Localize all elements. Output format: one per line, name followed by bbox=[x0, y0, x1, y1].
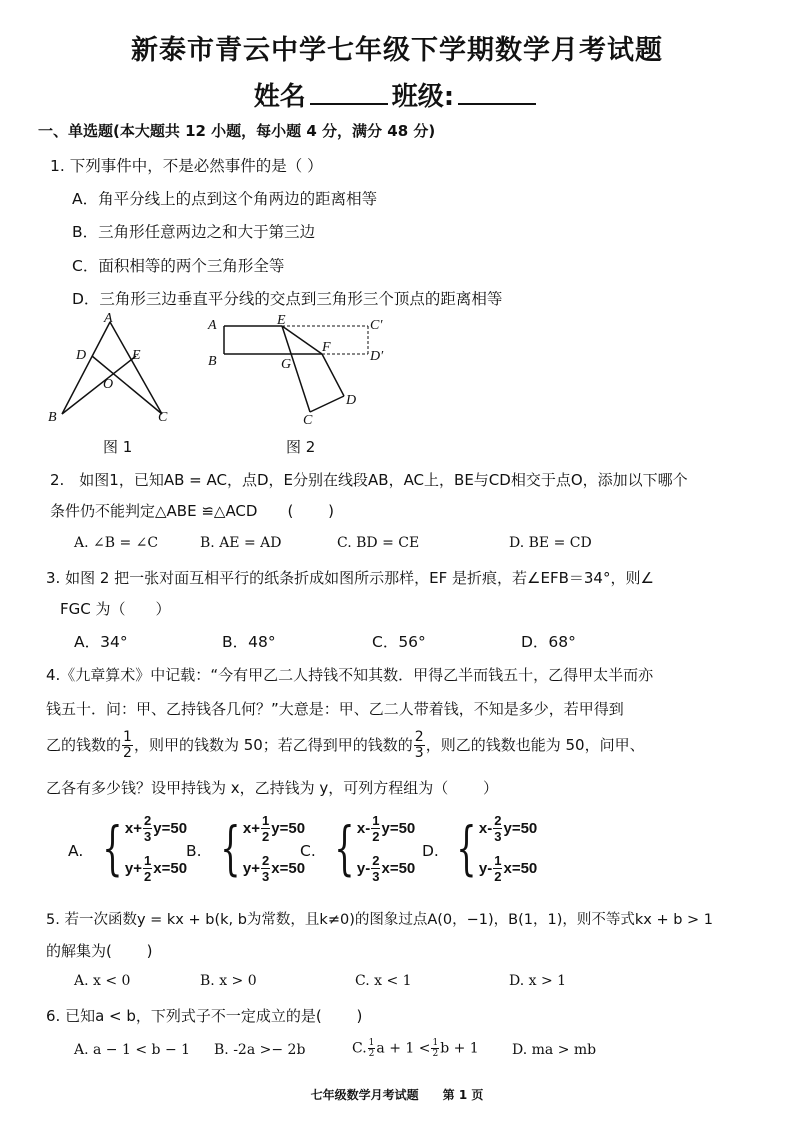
fig1-label-o: O bbox=[103, 377, 114, 392]
q2-option-d: D. BE = CD bbox=[509, 535, 592, 551]
equation-row: x+ $\frac{1}{2}$ y=50 bbox=[242, 812, 306, 844]
fig1-side-ac bbox=[110, 322, 162, 414]
q4-system-d bbox=[448, 808, 537, 888]
name-label: 姓名 bbox=[253, 82, 306, 112]
fig2-label-a: A bbox=[208, 318, 217, 333]
class-label: 班级: bbox=[391, 82, 455, 112]
q6-option-d: D. ma > mb bbox=[512, 1042, 597, 1058]
q6-fraction-2: $\frac{1}{2}$ bbox=[432, 1038, 439, 1059]
fig1-seg-be bbox=[62, 356, 136, 414]
fig1-side-ab bbox=[62, 322, 110, 414]
equation-fraction: $\frac{2}{3}$ bbox=[372, 852, 380, 884]
fig1-label-d: D bbox=[76, 348, 87, 363]
q2-option-c: C. BD = CE bbox=[337, 535, 420, 551]
q4-system-c bbox=[326, 808, 415, 888]
equation-fraction: $\frac{1}{2}$ bbox=[372, 812, 380, 844]
fig2-label-f: F bbox=[322, 340, 331, 355]
q5-option-a: A. x < 0 bbox=[74, 973, 131, 989]
equation-row: x+ $\frac{2}{3}$ y=50 bbox=[124, 812, 188, 844]
equation-fraction: $\frac{1}{2}$ bbox=[144, 852, 152, 884]
fig2-label-c2: C′ bbox=[370, 318, 383, 333]
page-footer: 七年级数学月考试题 第 1 页 bbox=[310, 1088, 484, 1102]
fig2-label-e: E bbox=[277, 313, 286, 328]
name-class-line bbox=[0, 76, 794, 113]
fig2-caption: 图 2 bbox=[286, 438, 316, 456]
q3-option-b: B．48° bbox=[222, 633, 276, 651]
q6-stem: 6. 已知a < b，下列式子不一定成立的是( ) bbox=[46, 1007, 363, 1025]
fig2-folded-end bbox=[310, 396, 344, 412]
q1-stem: 1. 下列事件中，不是必然事件的是（ ） bbox=[50, 157, 323, 175]
q2-option-a: A. ∠B = ∠C bbox=[74, 535, 159, 551]
q4-line3-part-c: ，则乙的钱数也能为 50，问甲、 bbox=[425, 736, 645, 754]
name-blank[interactable] bbox=[310, 81, 388, 105]
system-brace: { bbox=[334, 814, 355, 882]
q2-line2: 条件仍不能判定△ABE ≌△ACD ( ) bbox=[50, 502, 334, 520]
q2-option-b: B. AE = AD bbox=[200, 535, 282, 551]
q5-line1: 5. 若一次函数y = kx + b(k, b为常数，且k≠0)的图象过点A(0，−1)，B(1，1)，则不等式kx + b > 1 bbox=[46, 912, 714, 928]
q4-fraction-two-thirds: $\frac{2}{3}$ bbox=[414, 729, 424, 761]
page-title: 新泰市青云中学七年级下学期数学月考试题 bbox=[131, 35, 663, 66]
q3-line1: 3. 如图 2 把一张对面互相平行的纸条折成如图所示那样，EF 是折痕，若∠EFB＝34°，则∠ bbox=[46, 569, 654, 587]
q1-option-b: B．三角形任意两边之和大于第三边 bbox=[72, 223, 316, 241]
q4-fraction-half: $\frac{1}{2}$ bbox=[123, 729, 132, 761]
equation-row: y- $\frac{1}{2}$ x=50 bbox=[478, 852, 538, 884]
q4-system-b bbox=[212, 808, 305, 888]
q3-option-d: D．68° bbox=[521, 633, 576, 651]
q5-line2: 的解集为( ) bbox=[46, 942, 153, 960]
fig1-label-c: C bbox=[158, 410, 168, 425]
fig1-label-e: E bbox=[132, 348, 141, 363]
equation-row: y+ $\frac{1}{2}$ x=50 bbox=[124, 852, 188, 884]
equation-fraction: $\frac{1}{2}$ bbox=[494, 852, 502, 884]
fig2-label-d2: D′ bbox=[370, 349, 384, 364]
q4-option-a-label: A. bbox=[68, 842, 84, 860]
fig2-label-c: C bbox=[303, 413, 313, 428]
q6-option-c: C. $\frac{1}{2}$ a + 1 < $\frac{1}{2}$ b + 1 bbox=[352, 1038, 479, 1059]
class-blank[interactable] bbox=[458, 81, 536, 105]
q4-line1: 4.《九章算术》中记载：“今有甲乙二人持钱不知其数．甲得乙半而钱五十，乙得甲太半而亦 bbox=[46, 666, 654, 684]
equation-fraction: $\frac{1}{2}$ bbox=[262, 812, 270, 844]
q4-line3-part-a: 乙的钱数的 bbox=[46, 736, 122, 754]
q3-option-a: A．34° bbox=[74, 633, 128, 651]
fig1-label-a: A bbox=[104, 311, 113, 326]
q1-option-c: C．面积相等的两个三角形全等 bbox=[72, 257, 285, 275]
fig2-folded-edge-2 bbox=[322, 354, 344, 396]
q3-line2: FGC 为（ ） bbox=[60, 600, 171, 618]
equation-fraction: $\frac{2}{3}$ bbox=[262, 852, 270, 884]
equation-row: x- $\frac{2}{3}$ y=50 bbox=[478, 812, 538, 844]
q4-option-c-label: C. bbox=[300, 842, 316, 860]
q5-option-c: C. x < 1 bbox=[355, 973, 412, 989]
q1-option-d: D．三角形三边垂直平分线的交点到三角形三个顶点的距离相等 bbox=[72, 290, 503, 308]
q4-line2: 钱五十．问：甲、乙持钱各几何？”大意是：甲、乙二人带着钱，不知是多少，若甲得到 bbox=[46, 700, 624, 718]
q5-option-d: D. x > 1 bbox=[509, 973, 567, 989]
equation-row: x- $\frac{1}{2}$ y=50 bbox=[356, 812, 416, 844]
system-brace: { bbox=[220, 814, 241, 882]
section-heading: 一、单选题(本大题共 12 小题，每小题 4 分，满分 48 分) bbox=[38, 122, 436, 140]
system-brace: { bbox=[456, 814, 477, 882]
q4-line4: 乙各有多少钱？设甲持钱为 x，乙持钱为 y，可列方程组为（ ） bbox=[46, 779, 499, 797]
fig1-caption: 图 1 bbox=[103, 438, 133, 456]
fig2-label-g: G bbox=[281, 357, 292, 372]
equation-fraction: $\frac{2}{3}$ bbox=[494, 812, 502, 844]
q4-system-a bbox=[94, 808, 187, 888]
q1-option-a: A．角平分线上的点到这个角两边的距离相等 bbox=[72, 190, 378, 208]
q4-option-b-label: B. bbox=[186, 842, 202, 860]
q4-option-d-label: D. bbox=[422, 842, 439, 860]
equation-row: y- $\frac{2}{3}$ x=50 bbox=[356, 852, 416, 884]
fig2-label-d: D bbox=[346, 393, 357, 408]
system-brace: { bbox=[102, 814, 123, 882]
q5-option-b: B. x > 0 bbox=[200, 973, 257, 989]
fig2-crease-ef bbox=[282, 326, 322, 354]
fig1-label-b: B bbox=[48, 410, 57, 425]
q4-line3-part-b: ，则甲的钱数为 50；若乙得到甲的钱数的 bbox=[133, 736, 413, 754]
q6-fraction-1: $\frac{1}{2}$ bbox=[368, 1038, 375, 1059]
figure-2 bbox=[200, 308, 400, 430]
fig2-label-b: B bbox=[208, 354, 217, 369]
q2-line1: 2. 如图1，已知AB = AC，点D，E分别在线段AB，AC上，BE与CD相交于点O，添加以下哪个 bbox=[50, 471, 688, 489]
q6-option-a: A. a − 1 < b − 1 bbox=[74, 1042, 191, 1058]
q4-line3 bbox=[46, 730, 645, 761]
figure-1 bbox=[40, 308, 190, 428]
equation-fraction: $\frac{2}{3}$ bbox=[144, 812, 152, 844]
q6-option-b: B. -2a >− 2b bbox=[214, 1042, 306, 1058]
equation-row: y+ $\frac{2}{3}$ x=50 bbox=[242, 852, 306, 884]
q3-option-c: C．56° bbox=[372, 633, 426, 651]
